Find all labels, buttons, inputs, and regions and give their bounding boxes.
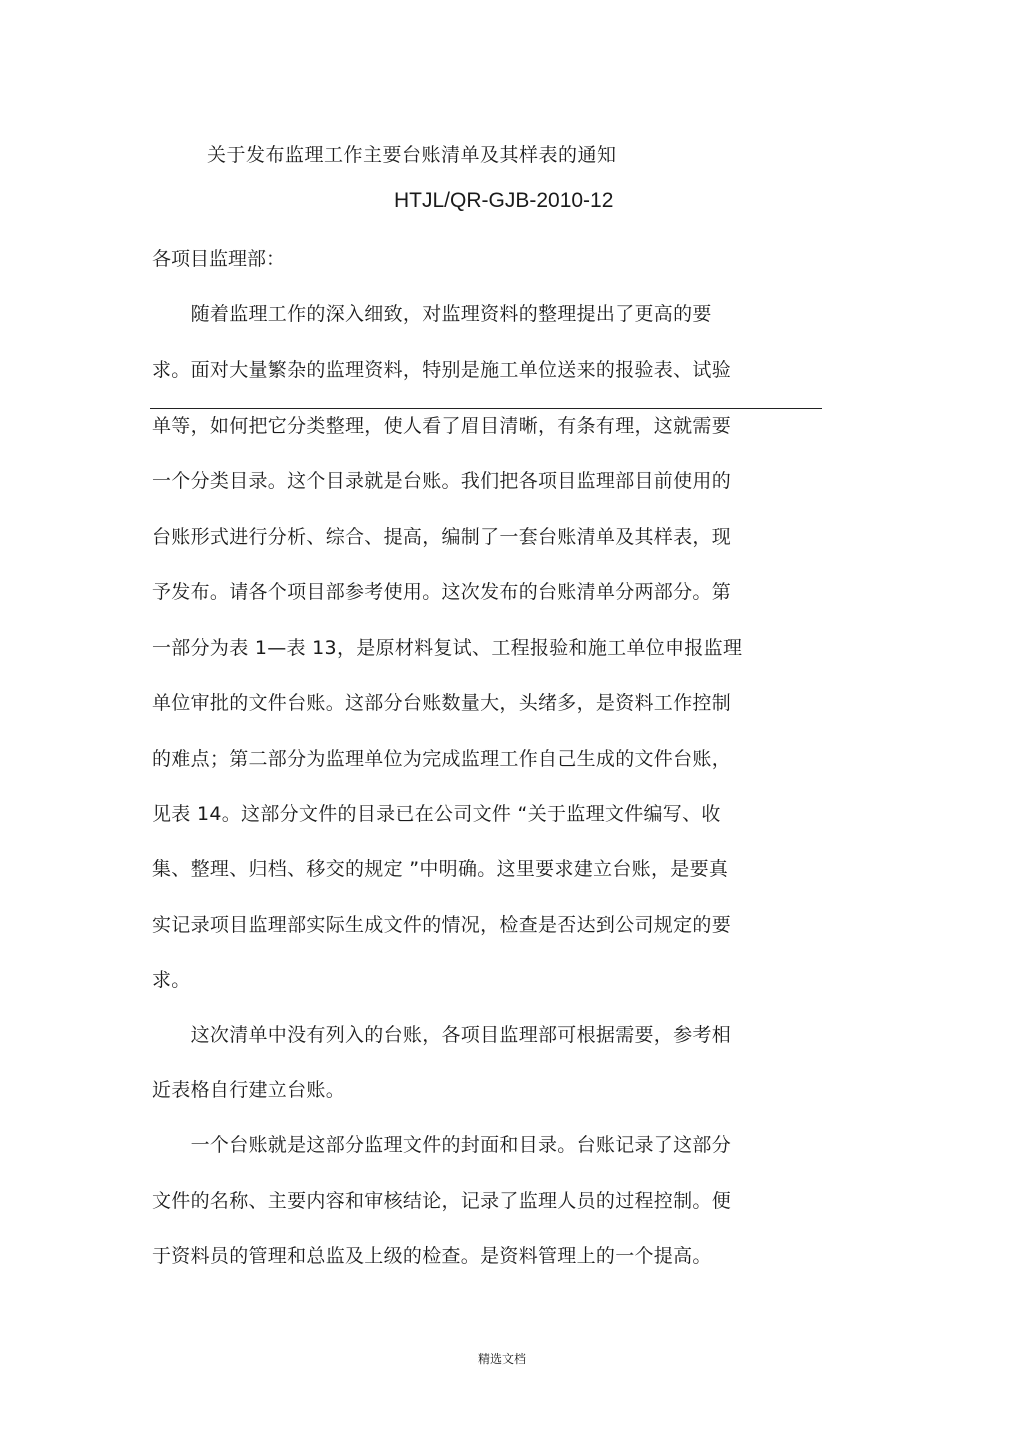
body-line: 见表 14。这部分文件的目录已在公司文件 “关于监理文件编写、收 [152, 803, 721, 825]
document-number: HTJL/QR-GJB-2010-12 [394, 189, 614, 212]
body-line: 单等，如何把它分类整理，使人看了眉目清晰，有条有理，这就需要 [152, 415, 732, 437]
document-title: 关于发布监理工作主要台账清单及其样表的通知 [207, 144, 617, 166]
body-line: 一个台账就是这部分监理文件的封面和目录。台账记录了这部分 [152, 1134, 732, 1156]
body-line: 予发布。请各个项目部参考使用。这次发布的台账清单分两部分。第 [152, 581, 732, 603]
body-line: 的难点；第二部分为监理单位为完成监理工作自己生成的文件台账， [152, 748, 732, 770]
body-line: 一个分类目录。这个目录就是台账。我们把各项目监理部目前使用的 [152, 470, 732, 492]
body-line: 集、整理、归档、移交的规定 ”中明确。这里要求建立台账，是要真 [152, 858, 729, 880]
salutation: 各项目监理部： [152, 248, 286, 270]
body-line: 近表格自行建立台账。 [152, 1079, 346, 1101]
body-line: 台账形式进行分析、综合、提高，编制了一套台账清单及其样表，现 [152, 526, 732, 548]
body-line: 单位审批的文件台账。这部分台账数量大，头绪多，是资料工作控制 [152, 692, 732, 714]
body-line: 实记录项目监理部实际生成文件的情况，检查是否达到公司规定的要 [152, 914, 732, 936]
body-line: 于资料员的管理和总监及上级的检查。是资料管理上的一个提高。 [152, 1245, 712, 1267]
body-line: 文件的名称、主要内容和审核结论，记录了监理人员的过程控制。便 [152, 1190, 732, 1212]
page-footer: 精选文档 [478, 1352, 527, 1366]
horizontal-rule [150, 408, 822, 409]
body-line: 一部分为表 1—表 13，是原材料复试、工程报验和施工单位申报监理 [152, 637, 743, 659]
body-line: 这次清单中没有列入的台账，各项目监理部可根据需要，参考相 [152, 1024, 732, 1046]
body-line: 随着监理工作的深入细致，对监理资料的整理提出了更高的要 [152, 303, 712, 325]
body-line: 求。 [152, 969, 191, 991]
body-line: 求。面对大量繁杂的监理资料，特别是施工单位送来的报验表、试验 [152, 359, 732, 381]
